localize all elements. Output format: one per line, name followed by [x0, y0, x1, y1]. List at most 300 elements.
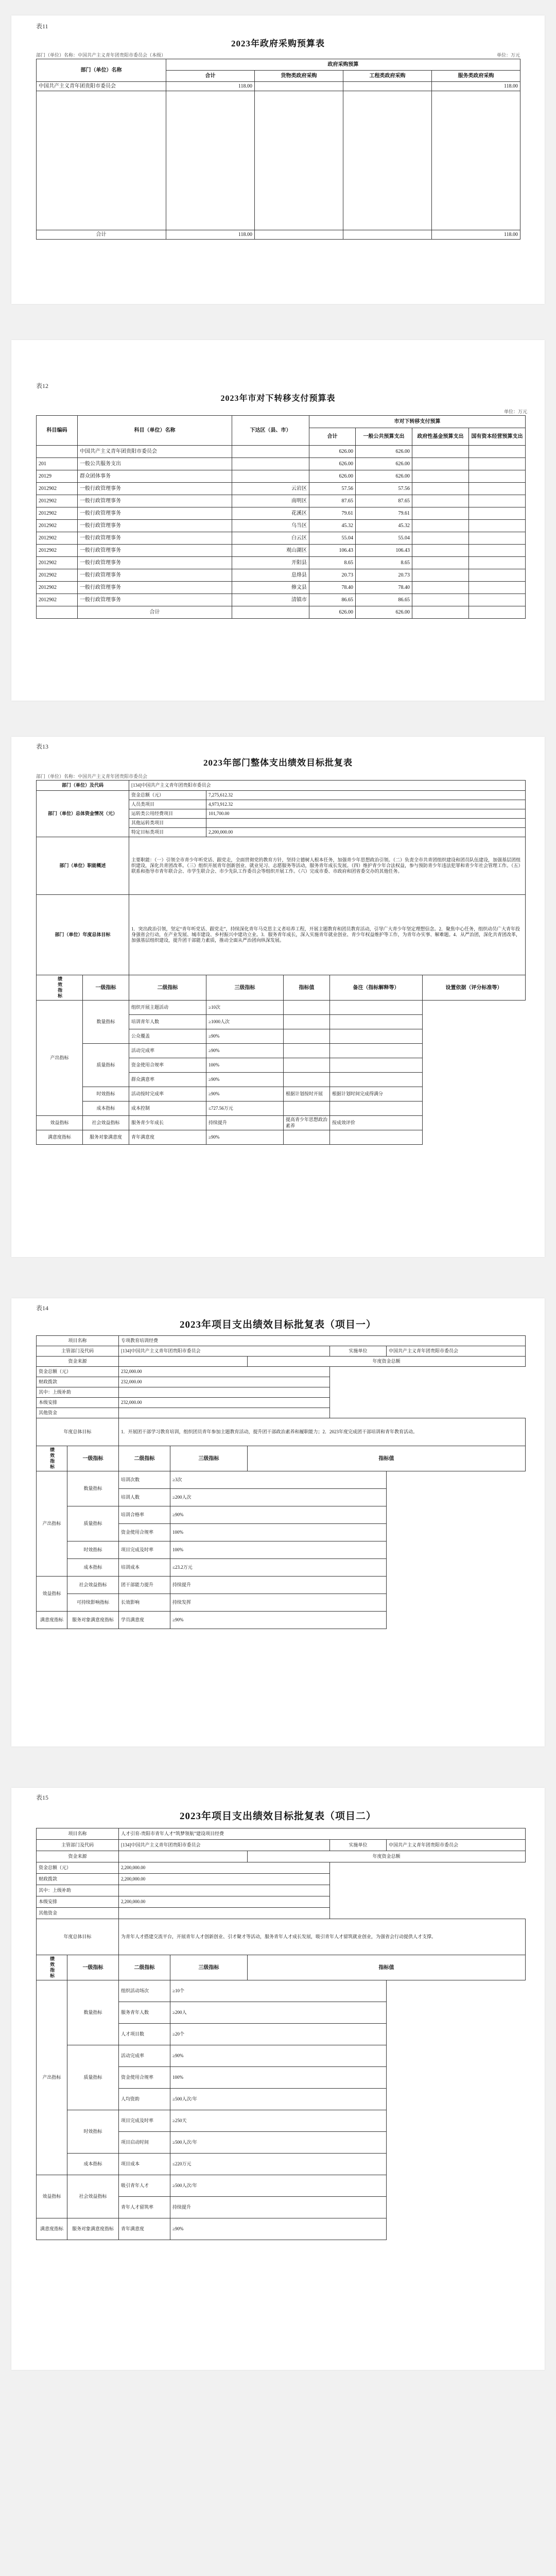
cell-total: 626.00	[309, 458, 356, 470]
cell-soe	[469, 582, 526, 594]
cell-fund	[412, 582, 469, 594]
cell-total: 118.00	[166, 230, 255, 240]
indicator-note	[284, 1015, 330, 1029]
cell-soe	[469, 507, 526, 520]
indicator-value: 100%	[170, 2067, 387, 2089]
cell-service: 118.00	[432, 230, 520, 240]
cell-general: 8.65	[356, 557, 412, 569]
fund-name: 其中：上级补助	[37, 1885, 119, 1896]
indicator-value: 持续提升	[170, 2197, 387, 2218]
cell-fund	[412, 569, 469, 582]
cell-soe	[469, 532, 526, 545]
indicator-l2: 服务对象满意度指标	[67, 2218, 119, 2240]
fund-value: 101,700.00	[206, 809, 526, 819]
cell-general: 626.00	[356, 458, 412, 470]
cell-soe	[469, 495, 526, 507]
cell-total: 57.56	[309, 483, 356, 495]
cell-works	[343, 82, 432, 91]
indicator-l2: 数量指标	[67, 1980, 119, 2045]
indicator-l3: 服务青少年成长	[129, 1116, 206, 1130]
block-label: 绩效指标	[37, 975, 83, 1001]
indicator-eval	[330, 1073, 423, 1087]
cell-general: 87.65	[356, 495, 412, 507]
indicator-value: ≥1000人次	[206, 1015, 284, 1029]
table-total-row	[37, 606, 526, 619]
cell-fund	[412, 507, 469, 520]
fund-name: 财政拨款	[37, 1874, 119, 1885]
table-row	[37, 1001, 526, 1015]
indicator-l2: 成本指标	[67, 2154, 119, 2175]
indicator-note	[284, 1101, 330, 1116]
fund-row	[37, 791, 526, 800]
cell-total: 87.65	[309, 495, 356, 507]
cell-name: 合计	[78, 606, 232, 619]
indicator-l2: 时效指标	[67, 2110, 119, 2154]
cell-region	[232, 470, 309, 483]
fund-value	[119, 1908, 330, 1919]
cell-total: 626.00	[309, 470, 356, 483]
fund-name: 资金总额（元）	[129, 791, 206, 800]
header-region: 下达区（县、市）	[232, 416, 309, 446]
indicator-eval	[330, 1015, 423, 1029]
indicator-l1: 产出指标	[37, 1471, 67, 1577]
header-l3: 三级指标	[170, 1955, 248, 1980]
table-label: 表13	[36, 743, 49, 750]
indicator-value: ≥90%	[170, 1506, 387, 1524]
cell-soe	[469, 458, 526, 470]
cell-service: 118.00	[432, 82, 520, 91]
indicator-l3: 服务青年人数	[119, 2002, 170, 2024]
indicator-l3: 人才项目数	[119, 2024, 170, 2045]
dept-label: 主管部门及代码	[37, 1840, 119, 1851]
indicator-value: ≥20个	[170, 2024, 387, 2045]
indicator-value: ≥90%	[206, 1073, 284, 1087]
indicator-note	[284, 1044, 330, 1058]
table-row	[37, 569, 526, 582]
cell-code: 2012902	[37, 520, 78, 532]
project-label: 项目名称	[37, 1336, 119, 1346]
indicator-l3: 培训青年人数	[129, 1015, 206, 1029]
cell-name: 一般行政管理事务	[78, 483, 232, 495]
goal-label: 年度总体目标	[37, 1418, 119, 1446]
goal-text: 1．突出政治引领，坚定“青年听党话、跟党走”，持续深化青年马克思主义者培养工程，开展主题教育和团员教育活动，引导广大青少年坚定理想信念。2．聚焦中心任务，组织动员广大青年投身强省会行动，在产业发展、城市建设、乡村振兴中建功立业。3．服务青年成长，深入实施青年就业创业、青少年权益维护等工作，为青年办实事、解难题。4．从严治团，深化共青团改革，加强基层组织建设，提升团干部能力素质，推动全面从严治团向纵深发展。	[129, 895, 526, 975]
cell-general: 86.65	[356, 594, 412, 606]
fund-value: 2,200,000.00	[119, 1862, 330, 1874]
page-table-13	[11, 737, 545, 1257]
indicator-l1: 满意度指标	[37, 1612, 67, 1629]
table-row	[37, 1044, 526, 1058]
indicator-value: ≥3次	[170, 1471, 387, 1489]
cell-total: 79.61	[309, 507, 356, 520]
dept-performance-table	[36, 780, 526, 1145]
cell-region: 息烽县	[232, 569, 309, 582]
indicator-l3: 群众满意率	[129, 1073, 206, 1087]
cell-soe	[469, 594, 526, 606]
table-row	[37, 520, 526, 532]
indicator-eval: 按成效评价	[330, 1116, 423, 1130]
page-title: 2023年项目支出绩效目标批复表（项目一）	[179, 1319, 376, 1330]
cell-soe	[469, 446, 526, 458]
indicator-l1: 满意度指标	[37, 1130, 83, 1145]
indicator-l3: 资金使用合规率	[119, 2067, 170, 2089]
block-label: 绩效指标	[37, 1446, 67, 1471]
cell-code: 2012902	[37, 594, 78, 606]
fund-name: 人员类项目	[129, 800, 206, 809]
header-l2: 二级指标	[129, 975, 206, 1001]
indicator-l3: 人均资助	[119, 2089, 170, 2110]
header-group: 市对下转移支付预算	[309, 416, 526, 428]
header-fund: 政府性基金预算支出	[412, 428, 469, 446]
fund-name: 财政拨款	[37, 1377, 119, 1387]
indicator-value: ≥500人次/年	[170, 2175, 387, 2197]
table-label: 表12	[36, 382, 49, 389]
unit-name: 部门（单位）名称：中国共产主义青年团贵阳市委员会	[36, 774, 148, 779]
cell-fund	[412, 520, 469, 532]
cell-fund	[412, 483, 469, 495]
indicator-note	[284, 1130, 330, 1145]
table-row	[37, 2218, 526, 2240]
header-soe: 国有资本经营预算支出	[469, 428, 526, 446]
goal-text: 为青年人才搭建交流平台，开展青年人才创新创业、引才聚才等活动，服务青年人才成长发展，吸引青年人才留筑就业创业，为强省会行动提供人才支撑。	[119, 1919, 526, 1955]
indicator-value: ≥90%	[170, 2218, 387, 2240]
cell-goods	[255, 82, 343, 91]
indicator-l2: 成本指标	[83, 1101, 129, 1116]
indicator-note: 根据计划按时开展	[284, 1087, 330, 1101]
indicator-value: ≥250天	[170, 2110, 387, 2132]
table-row	[37, 557, 526, 569]
table-row	[37, 1506, 526, 1524]
header-l2: 二级指标	[119, 1955, 170, 1980]
cell-code: 2012902	[37, 582, 78, 594]
cell-name: 一般行政管理事务	[78, 582, 232, 594]
unit-name: 部门（单位）名称：中国共产主义青年团贵阳市委员会（本级）	[36, 53, 166, 58]
table-row	[37, 1541, 526, 1559]
fund-value: 232,000.00	[119, 1398, 330, 1408]
indicator-l3: 学员满意度	[119, 1612, 170, 1629]
table-row	[37, 582, 526, 594]
indicator-value: ≥500人次/年	[170, 2089, 387, 2110]
cell-fund	[412, 532, 469, 545]
cell-soe	[469, 545, 526, 557]
indicator-l3: 活动按时完成率	[129, 1087, 206, 1101]
cell-general: 45.32	[356, 520, 412, 532]
indicator-l3: 资金使用合规率	[119, 1524, 170, 1541]
header-budget: 政府采购预算	[166, 59, 520, 71]
cell-fund	[412, 495, 469, 507]
indicator-note	[284, 1029, 330, 1044]
indicator-l1: 产出指标	[37, 1980, 67, 2175]
header-l1: 一级指标	[67, 1955, 119, 1980]
cell-code: 2012902	[37, 483, 78, 495]
cell-general: 626.00	[356, 446, 412, 458]
cell-soe	[469, 557, 526, 569]
cell-region: 修文县	[232, 582, 309, 594]
table-row	[37, 1980, 526, 2002]
indicator-l3: 培训次数	[119, 1471, 170, 1489]
header-l3: 三级指标	[206, 975, 284, 1001]
fund-row	[37, 1408, 526, 1418]
fund-name: 资金总额（元）	[37, 1367, 119, 1377]
table-label: 表15	[36, 1794, 49, 1801]
indicator-l3: 公众覆盖	[129, 1029, 206, 1044]
cell-general: 55.04	[356, 532, 412, 545]
indicator-eval	[330, 1130, 423, 1145]
cell-code: 2012902	[37, 569, 78, 582]
indicator-l2: 服务对象满意度	[83, 1130, 129, 1145]
indicator-eval: 根据计划时间完成得满分	[330, 1087, 423, 1101]
indicator-l1: 效益指标	[37, 1577, 67, 1612]
cell-name: 一般行政管理事务	[78, 545, 232, 557]
indicator-l2: 可持续影响指标	[67, 1594, 119, 1612]
indicator-l3: 长效影响	[119, 1594, 170, 1612]
fund-value	[119, 1885, 330, 1896]
header-l3: 三级指标	[170, 1446, 248, 1471]
impl-value: 中国共产主义青年团贵阳市委员会	[387, 1346, 526, 1357]
indicator-l3: 培训人数	[119, 1489, 170, 1506]
funds-head: 年度资金总额	[248, 1851, 526, 1862]
table-row	[37, 483, 526, 495]
table-label: 表14	[36, 1304, 49, 1312]
cell-region: 乌当区	[232, 520, 309, 532]
header-name: 科目（单位）名称	[78, 416, 232, 446]
fund-name: 其中：上级补助	[37, 1387, 119, 1398]
project-label: 项目名称	[37, 1828, 119, 1840]
cell-name: 一般行政管理事务	[78, 594, 232, 606]
cell-name: 一般行政管理事务	[78, 520, 232, 532]
fund-row	[37, 1908, 526, 1919]
table-row	[37, 545, 526, 557]
table-row	[37, 532, 526, 545]
table-total-row	[37, 230, 520, 240]
cell-fund	[412, 545, 469, 557]
fund-row	[37, 1896, 526, 1908]
fund-value: 2,200,000.00	[206, 828, 526, 837]
fund-name: 资金总额（元）	[37, 1862, 119, 1874]
funds-head: 年度资金总额	[248, 1357, 526, 1367]
impl-value: 中国共产主义青年团贵阳市委员会	[387, 1840, 526, 1851]
indicator-note	[284, 1058, 330, 1073]
indicator-value: ≥200人次	[170, 1489, 387, 1506]
indicator-l2: 时效指标	[67, 1541, 119, 1559]
page-table-11	[11, 15, 545, 304]
indicator-note	[284, 1073, 330, 1087]
cell-name: 一般行政管理事务	[78, 532, 232, 545]
indicator-note	[284, 1001, 330, 1015]
table-row	[37, 458, 526, 470]
funds-label: 资金来源	[37, 1851, 119, 1862]
cell-code: 2012902	[37, 545, 78, 557]
table-row	[37, 1594, 526, 1612]
duty-text: 主要职能：（一）引领全市青少年听党话、跟党走，全面贯彻党的教育方针，坚持立德树人根本任务，加强青少年思想政治引领。（二）负责全市共青团组织建设和团员队伍建设，加强基层团组织建设，深化共青团改革。（三）组织开展青年创新创业、就业见习、志愿服务等活动，服务青年成长发展。（四）维护青少年合法权益，参与预防青少年违法犯罪和青少年社会管理工作。（五）联系和指导市青年联合会、市学生联合会、市少先队工作委员会等组织开展工作。（六）完成市委、市政府和团省委交办的其他任务。	[129, 837, 526, 895]
fund-value	[119, 1408, 330, 1418]
fund-value: 232,000.00	[119, 1367, 330, 1377]
cell-name: 合计	[37, 230, 166, 240]
table-row	[37, 1559, 526, 1577]
dept-value: [134]中国共产主义青年团贵阳市委员会	[129, 781, 526, 791]
indicator-value: ≤727.56万元	[206, 1101, 284, 1116]
indicator-l2: 社会效益指标	[67, 2175, 119, 2218]
block-label: 绩效指标	[37, 1955, 67, 1980]
cell-works	[343, 230, 432, 240]
cell-region: 云岩区	[232, 483, 309, 495]
cell-total: 626.00	[309, 606, 356, 619]
table-row	[37, 507, 526, 520]
indicator-value: ≥500人次/年	[170, 2132, 387, 2154]
indicator-l3: 项目启动时间	[119, 2132, 170, 2154]
table-row	[37, 2045, 526, 2067]
table-row	[37, 470, 526, 483]
indicator-value: 持续提升	[170, 1577, 387, 1594]
page-title: 2023年项目支出绩效目标批复表（项目二）	[179, 1811, 376, 1822]
indicator-l3: 青年人才留筑率	[119, 2197, 170, 2218]
fund-row	[37, 1377, 526, 1387]
fund-name: 本级安排	[37, 1896, 119, 1908]
indicator-value: ≥90%	[206, 1029, 284, 1044]
cell-region: 观山湖区	[232, 545, 309, 557]
table-row	[37, 2154, 526, 2175]
header-unit: 部门（单位）名称	[37, 59, 166, 82]
page-table-14	[11, 1298, 545, 1747]
project-value: 专项教育培训经费	[119, 1336, 526, 1346]
indicator-value: 持续提升	[206, 1116, 284, 1130]
header-note: 备注（指标解释等）	[330, 975, 423, 1001]
table-row	[37, 1577, 526, 1594]
fund-value: 4,973,912.32	[206, 800, 526, 809]
cell-code: 2012902	[37, 507, 78, 520]
header-value: 指标值	[248, 1955, 526, 1980]
indicator-eval	[330, 1101, 423, 1116]
header-value: 指标值	[284, 975, 330, 1001]
table-row	[37, 2175, 526, 2197]
cell-region: 花溪区	[232, 507, 309, 520]
indicator-l2: 质量指标	[83, 1044, 129, 1087]
funds-label: 资金来源	[37, 1357, 119, 1367]
indicator-l3: 青年满意度	[119, 2218, 170, 2240]
cell-total: 20.73	[309, 569, 356, 582]
indicator-l2: 数量指标	[83, 1001, 129, 1044]
indicator-l3: 吸引青年人才	[119, 2175, 170, 2197]
indicator-value: ≥10次	[206, 1001, 284, 1015]
indicator-l3: 项目成本	[119, 2154, 170, 2175]
cell-name: 一般行政管理事务	[78, 569, 232, 582]
cell-total: 86.65	[309, 594, 356, 606]
dept-value: [134]中国共产主义青年团贵阳市委员会	[119, 1840, 330, 1851]
indicator-value: ≥90%	[170, 1612, 387, 1629]
cell-fund	[412, 458, 469, 470]
table-row	[37, 1612, 526, 1629]
cell-total: 8.65	[309, 557, 356, 569]
fund-value	[119, 1387, 330, 1398]
indicator-l1: 效益指标	[37, 2175, 67, 2218]
indicator-l3: 成本控制	[129, 1101, 206, 1116]
goal-label: 年度总体目标	[37, 1919, 119, 1955]
indicator-l3: 资金使用合规率	[129, 1058, 206, 1073]
unit-label: 单位：万元	[503, 409, 527, 414]
indicator-l1: 产出指标	[37, 1001, 83, 1116]
header-l1: 一级指标	[67, 1446, 119, 1471]
dept-value: [134]中国共产主义青年团贵阳市委员会	[119, 1346, 330, 1357]
header-l2: 二级指标	[119, 1446, 170, 1471]
indicator-l3: 活动完成率	[129, 1044, 206, 1058]
table-row	[37, 594, 526, 606]
project1-table	[36, 1335, 526, 1629]
fund-name: 本级安排	[37, 1398, 119, 1408]
cell-code	[37, 446, 78, 458]
goal-label: 部门（单位）年度总体目标	[37, 895, 129, 975]
indicator-l3: 组织活动场次	[119, 1980, 170, 2002]
procurement-table	[36, 59, 520, 240]
header-value: 指标值	[248, 1446, 526, 1471]
page-title: 2023年市对下转移支付预算表	[220, 394, 336, 403]
cell-name: 一般行政管理事务	[78, 495, 232, 507]
header-eval: 设置依据（评分标准等）	[423, 975, 526, 1001]
indicator-eval	[330, 1029, 423, 1044]
cell-name: 中国共产主义青年团贵阳市委员会	[78, 446, 232, 458]
cell-soe	[469, 483, 526, 495]
cell-total: 45.32	[309, 520, 356, 532]
fund-value: 7,275,612.32	[206, 791, 526, 800]
indicator-l3: 青年满意度	[129, 1130, 206, 1145]
indicator-l2: 社会效益指标	[67, 1577, 119, 1594]
indicator-value: ≥90%	[206, 1087, 284, 1101]
cell-region	[232, 458, 309, 470]
fund-row	[37, 1398, 526, 1408]
cell-region: 白云区	[232, 532, 309, 545]
indicator-value: 持续发挥	[170, 1594, 387, 1612]
indicator-eval	[330, 1001, 423, 1015]
table-row	[37, 1130, 526, 1145]
cell-goods	[255, 230, 343, 240]
indicator-value: ≥90%	[170, 2045, 387, 2067]
fund-value	[206, 819, 526, 828]
header-general: 一般公共预算支出	[356, 428, 412, 446]
indicator-value: 100%	[170, 1524, 387, 1541]
header-code: 科目编码	[37, 416, 78, 446]
unit-label: 单位：万元	[496, 53, 520, 58]
fund-name: 其他资金	[37, 1908, 119, 1919]
indicator-eval	[330, 1058, 423, 1073]
funds-label: 部门（单位）总体资金情况（元）	[37, 791, 129, 837]
cell-code: 2012902	[37, 495, 78, 507]
fund-row	[37, 1367, 526, 1377]
table-row	[37, 82, 520, 91]
cell-soe	[469, 520, 526, 532]
cell-general: 57.56	[356, 483, 412, 495]
cell-name: 一般行政管理事务	[78, 557, 232, 569]
cell-name: 群众团体事务	[78, 470, 232, 483]
cell-region: 南明区	[232, 495, 309, 507]
cell-total: 78.40	[309, 582, 356, 594]
indicator-value: 100%	[206, 1058, 284, 1073]
project2-table	[36, 1828, 526, 2240]
indicator-l2: 时效指标	[83, 1087, 129, 1101]
fund-row	[37, 1874, 526, 1885]
indicator-l2: 质量指标	[67, 2045, 119, 2110]
cell-code: 20129	[37, 470, 78, 483]
cell-general: 20.73	[356, 569, 412, 582]
indicator-value: ≤220万元	[170, 2154, 387, 2175]
indicator-l1: 效益指标	[37, 1116, 83, 1130]
header-goods: 货物类政府采购	[255, 71, 343, 82]
project-value: 人才引育-贵阳市青年人才“筑梦领航”建设项目经费	[119, 1828, 526, 1840]
table-label: 表11	[36, 23, 48, 30]
indicator-value: ≥90%	[206, 1130, 284, 1145]
fund-name: 特定目标类项目	[129, 828, 206, 837]
fund-name: 其他运转类项目	[129, 819, 206, 828]
header-service: 服务类政府采购	[432, 71, 520, 82]
page-table-12	[11, 340, 545, 701]
indicator-l3: 培训合格率	[119, 1506, 170, 1524]
